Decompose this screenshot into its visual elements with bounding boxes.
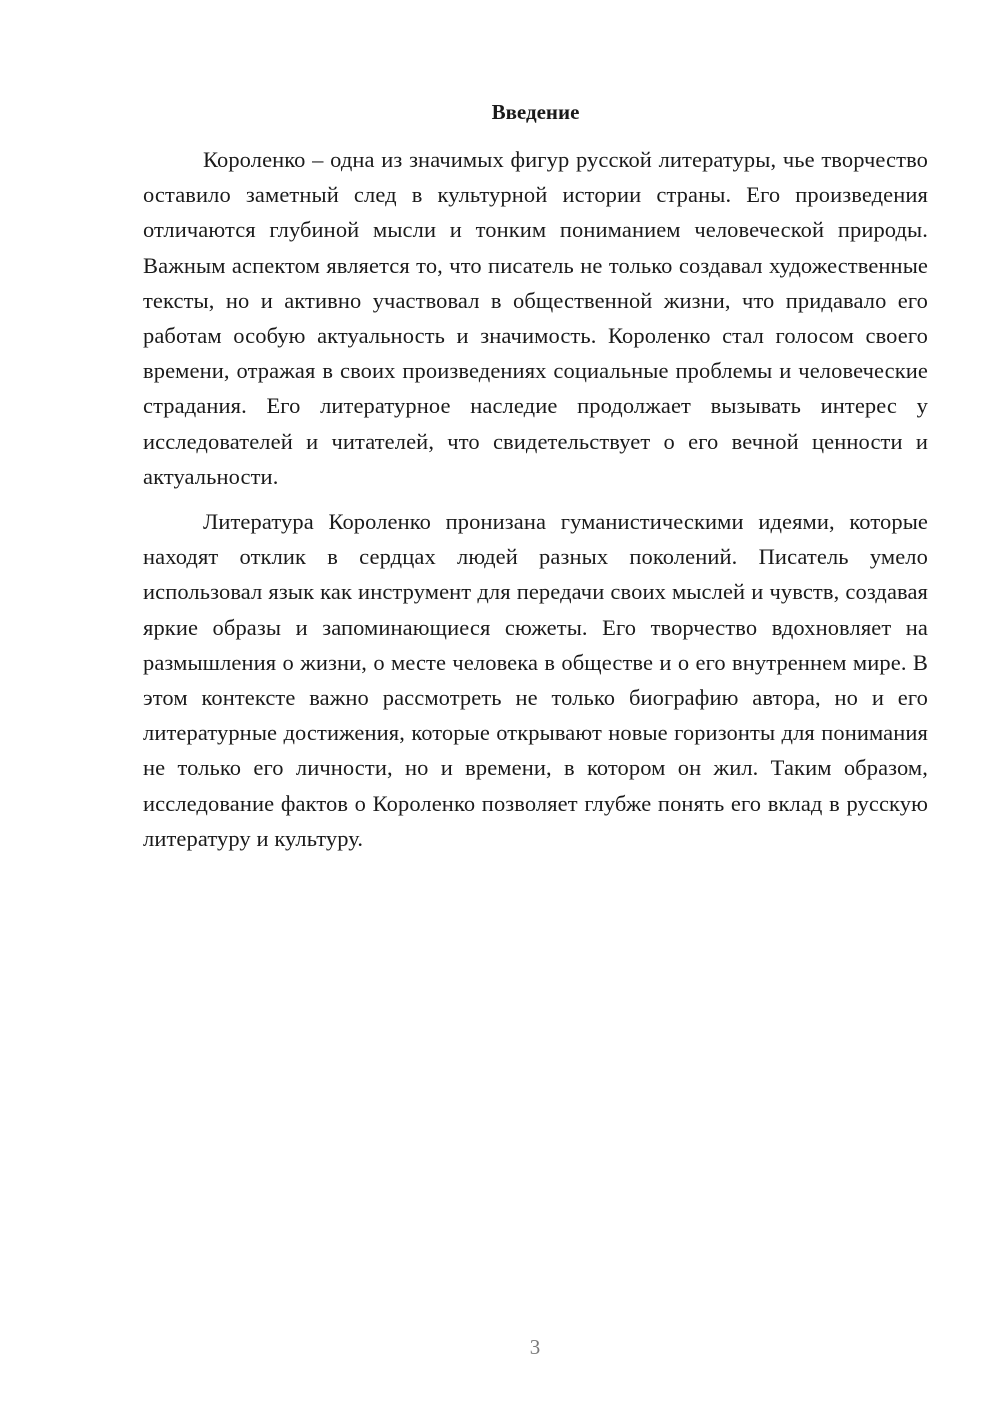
page-number: 3 — [529, 1335, 541, 1359]
body-text — [143, 142, 928, 856]
section-heading: Введение — [491, 100, 580, 124]
paragraph-1: Короленко – одна из значимых фигур русской литературы, чье творчество оставило заметный след в культурной истории страны. Его произведения отличаются глубиной мысли и тонким пониманием человеческой природы. Важным аспектом является то, что писатель не только создавал художественные тексты, но и активно участвовал в общественной жизни, что придавало его работам особую актуальность и значимость. Короленко стал голосом своего времени, отражая в своих произведениях социальные проблемы и человеческие страдания. Его литературное наследие продолжает вызывать интерес у исследователей и читателей, что свидетельствует о его вечной ценности и актуальности. — [143, 147, 928, 489]
paragraph-2: Литература Короленко пронизана гуманистическими идеями, которые находят отклик в сердцах людей разных поколений. Писатель умело использовал язык как инструмент для передачи своих мыслей и чувств, создавая яркие образы и запоминающиеся сюжеты. Его творчество вдохновляет на размышления о жизни, о месте человека в обществе и о его внутреннем мире. В этом контексте важно рассмотреть не только биографию автора, но и его литературные достижения, которые открывают новые горизонты для понимания не только его личности, но и времени, в котором он жил. Таким образом, исследование фактов о Короленко позволяет глубже понять его вклад в русскую литературу и культуру. — [143, 509, 928, 851]
